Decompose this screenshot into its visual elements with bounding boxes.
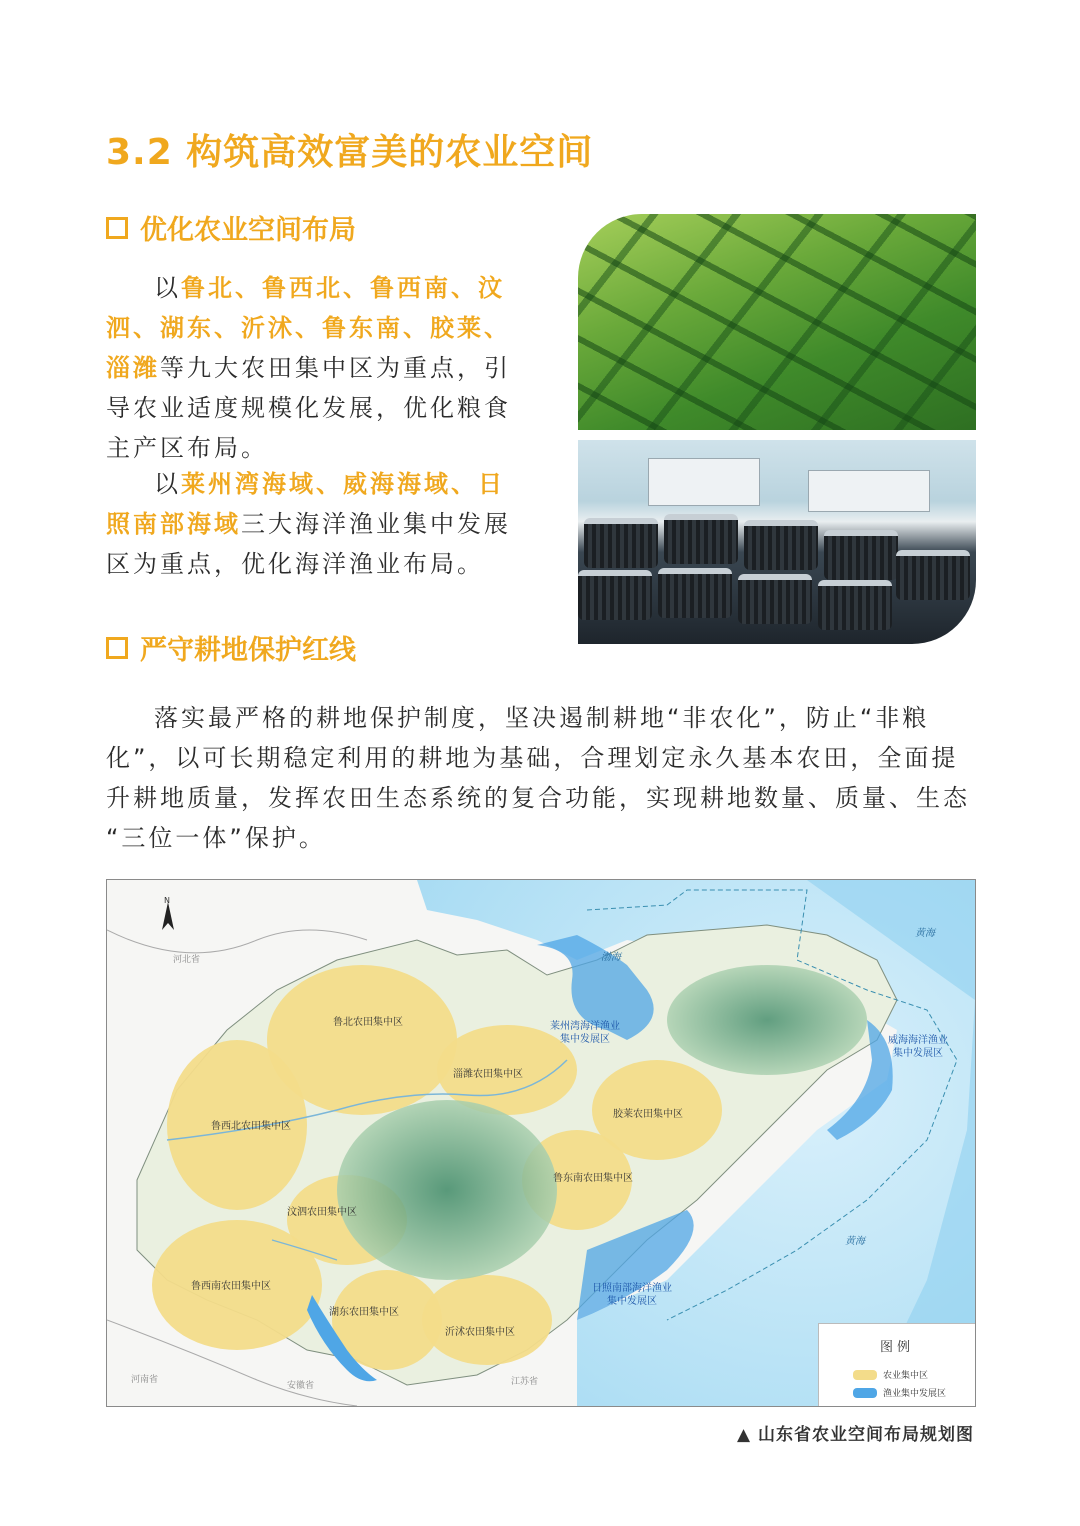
legend-title: 图例 — [879, 1340, 914, 1355]
highlight-sea-1: 莱州湾海域、威海海域、日 — [181, 470, 505, 498]
paragraph-fishery-zones — [106, 464, 546, 584]
province-hebei: 河北省 — [173, 955, 201, 965]
label-wensi: 汶泗农田集中区 — [287, 1207, 357, 1218]
label-line: 莱州湾海洋渔业 — [550, 1021, 620, 1032]
fish-crate — [818, 580, 892, 630]
label-fish-weihai — [873, 1034, 963, 1060]
label-ludongnan: 鲁东南农田集中区 — [553, 1173, 633, 1184]
paragraph-farmland-zones — [106, 268, 546, 468]
legend-swatch-fish — [853, 1388, 877, 1398]
sea-huanghai-south: 黄海 — [845, 1236, 865, 1247]
fish-crate — [824, 530, 898, 580]
fish-crate — [744, 520, 818, 570]
section-heading-text: 严守耕地保护红线 — [140, 635, 356, 666]
jiaodong-hills — [667, 965, 867, 1075]
farm-zone-yishu — [422, 1275, 552, 1365]
legend-row-fish — [853, 1386, 946, 1399]
fish-crate — [664, 514, 738, 564]
province-jiangsu: 江苏省 — [511, 1377, 539, 1387]
checkbox-square-icon — [106, 637, 128, 659]
label-luxinan: 鲁西南农田集中区 — [191, 1281, 271, 1292]
paragraph-redline — [106, 698, 976, 858]
map-caption: ▲ 山东省农业空间布局规划图 — [737, 1425, 974, 1445]
boat-shape — [648, 458, 760, 506]
legend-row-farm — [853, 1368, 928, 1381]
para-text-1: 等九大农田集中区为重点，引 — [160, 354, 511, 382]
para-line-4: “三位一体”保护。 — [106, 824, 326, 852]
central-mountains — [337, 1100, 557, 1280]
highlight-sea-2: 照南部海域 — [106, 510, 241, 538]
checkbox-square-icon — [106, 217, 128, 239]
label-line: 威海海洋渔业 — [888, 1035, 948, 1046]
label-hudong: 湖东农田集中区 — [329, 1307, 399, 1318]
highlight-zones-1: 鲁北、鲁西北、鲁西南、汶 — [181, 274, 505, 302]
label-line: 集中发展区 — [560, 1034, 610, 1045]
para-line-1: 落实最严格的耕地保护制度，坚决遏制耕地“非农化”，防止“非粮 — [154, 704, 930, 732]
para-text-1: 三大海洋渔业集中发展 — [241, 510, 511, 538]
legend-label-fish: 渔业集中发展区 — [883, 1389, 947, 1399]
province-anhui: 安徽省 — [287, 1381, 315, 1391]
fish-crate — [584, 518, 658, 568]
label-jiaolai: 胶莱农田集中区 — [613, 1109, 683, 1120]
fish-crate — [738, 574, 812, 624]
boat-shape — [808, 470, 930, 512]
province-border — [107, 930, 367, 953]
north-label: N — [164, 896, 170, 905]
label-fish-rizhao — [577, 1282, 687, 1308]
para-text-3: 主产区布局。 — [106, 434, 268, 462]
label-yishu: 沂沭农田集中区 — [445, 1327, 515, 1338]
fishery-photo — [578, 440, 976, 644]
section-heading-layout — [106, 208, 356, 247]
province-henan: 河南省 — [131, 1375, 159, 1385]
legend-swatch-farm — [853, 1370, 877, 1380]
sea-huanghai-north: 黄海 — [915, 928, 935, 939]
para-line-3: 升耕地质量，发挥农田生态系统的复合功能，实现耕地数量、质量、生态 — [106, 784, 970, 812]
label-line: 集中发展区 — [607, 1296, 657, 1307]
page-title: 3.2 构筑高效富美的农业空间 — [106, 132, 594, 173]
para-lead: 以 — [154, 274, 181, 302]
para-text-2: 导农业适度规模化发展，优化粮食 — [106, 394, 511, 422]
fish-crate — [578, 570, 652, 620]
label-lubei: 鲁北农田集中区 — [333, 1017, 403, 1028]
sea-bohai: 渤海 — [601, 952, 621, 963]
para-text-2: 区为重点，优化海洋渔业布局。 — [106, 550, 484, 578]
fish-crate — [658, 568, 732, 618]
fish-crate — [896, 550, 970, 600]
map-legend — [818, 1323, 975, 1406]
label-zihui: 淄潍农田集中区 — [453, 1069, 523, 1080]
highlight-zones-3: 淄潍 — [106, 354, 160, 382]
section-heading-text: 优化农业空间布局 — [140, 215, 356, 246]
farmland-photo — [578, 214, 976, 430]
section-heading-redline — [106, 628, 356, 667]
shandong-planning-map — [106, 879, 976, 1407]
label-fish-laizhou — [537, 1020, 633, 1046]
label-line: 日照南部海洋渔业 — [592, 1283, 672, 1294]
label-luxibei: 鲁西北农田集中区 — [211, 1121, 291, 1132]
para-line-2: 化”，以可长期稳定利用的耕地为基础，合理划定永久基本农田，全面提 — [106, 744, 959, 772]
legend-label-farm: 农业集中区 — [883, 1371, 929, 1381]
highlight-zones-2: 泗、湖东、沂沭、鲁东南、胶莱、 — [106, 314, 511, 342]
para-lead: 以 — [154, 470, 181, 498]
label-line: 集中发展区 — [893, 1048, 943, 1059]
